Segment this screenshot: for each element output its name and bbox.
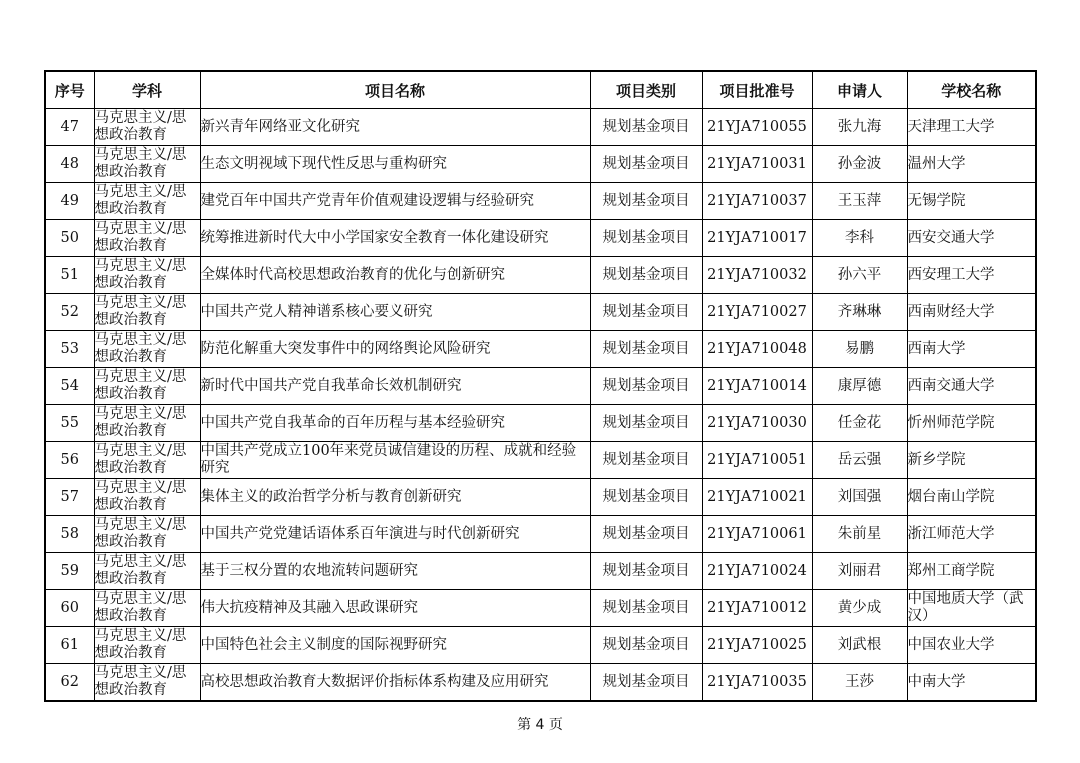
cell-school: 西南财经大学 bbox=[907, 294, 1036, 331]
cell-approval-number: 21YJA710024 bbox=[702, 553, 812, 590]
table-row bbox=[45, 442, 1036, 479]
cell-applicant: 康厚德 bbox=[812, 368, 907, 405]
cell-approval-number: 21YJA710021 bbox=[702, 479, 812, 516]
cell-project-type: 规划基金项目 bbox=[590, 220, 702, 257]
header-no: 序号 bbox=[45, 71, 94, 109]
cell-project-name: 中国共产党人精神谱系核心要义研究 bbox=[200, 294, 590, 331]
cell-subject: 马克思主义/思想政治教育 bbox=[94, 627, 200, 664]
cell-approval-number: 21YJA710017 bbox=[702, 220, 812, 257]
cell-project-type: 规划基金项目 bbox=[590, 590, 702, 627]
cell-no: 62 bbox=[45, 664, 94, 702]
cell-applicant: 孙金波 bbox=[812, 146, 907, 183]
cell-project-name: 建党百年中国共产党青年价值观建设逻辑与经验研究 bbox=[200, 183, 590, 220]
cell-project-type: 规划基金项目 bbox=[590, 331, 702, 368]
cell-subject: 马克思主义/思想政治教育 bbox=[94, 331, 200, 368]
table-row bbox=[45, 516, 1036, 553]
cell-subject: 马克思主义/思想政治教育 bbox=[94, 590, 200, 627]
cell-no: 60 bbox=[45, 590, 94, 627]
cell-approval-number: 21YJA710012 bbox=[702, 590, 812, 627]
header-subject: 学科 bbox=[94, 71, 200, 109]
cell-project-type: 规划基金项目 bbox=[590, 442, 702, 479]
cell-subject: 马克思主义/思想政治教育 bbox=[94, 294, 200, 331]
cell-subject: 马克思主义/思想政治教育 bbox=[94, 146, 200, 183]
cell-project-type: 规划基金项目 bbox=[590, 183, 702, 220]
header-project-type: 项目类别 bbox=[590, 71, 702, 109]
cell-project-type: 规划基金项目 bbox=[590, 294, 702, 331]
cell-subject: 马克思主义/思想政治教育 bbox=[94, 479, 200, 516]
cell-applicant: 易鹏 bbox=[812, 331, 907, 368]
cell-no: 50 bbox=[45, 220, 94, 257]
cell-approval-number: 21YJA710031 bbox=[702, 146, 812, 183]
table-row bbox=[45, 294, 1036, 331]
header-school: 学校名称 bbox=[907, 71, 1036, 109]
cell-applicant: 任金花 bbox=[812, 405, 907, 442]
cell-approval-number: 21YJA710030 bbox=[702, 405, 812, 442]
cell-subject: 马克思主义/思想政治教育 bbox=[94, 405, 200, 442]
cell-applicant: 刘丽君 bbox=[812, 553, 907, 590]
cell-school: 西南大学 bbox=[907, 331, 1036, 368]
cell-no: 58 bbox=[45, 516, 94, 553]
cell-applicant: 刘武根 bbox=[812, 627, 907, 664]
cell-school: 中国地质大学（武汉） bbox=[907, 590, 1036, 627]
table-row bbox=[45, 331, 1036, 368]
cell-no: 51 bbox=[45, 257, 94, 294]
cell-project-name: 防范化解重大突发事件中的网络舆论风险研究 bbox=[200, 331, 590, 368]
cell-no: 59 bbox=[45, 553, 94, 590]
cell-applicant: 王玉萍 bbox=[812, 183, 907, 220]
cell-approval-number: 21YJA710032 bbox=[702, 257, 812, 294]
cell-school: 天津理工大学 bbox=[907, 109, 1036, 146]
cell-subject: 马克思主义/思想政治教育 bbox=[94, 553, 200, 590]
cell-project-name: 伟大抗疫精神及其融入思政课研究 bbox=[200, 590, 590, 627]
cell-subject: 马克思主义/思想政治教育 bbox=[94, 220, 200, 257]
cell-approval-number: 21YJA710027 bbox=[702, 294, 812, 331]
cell-applicant: 岳云强 bbox=[812, 442, 907, 479]
table-row bbox=[45, 590, 1036, 627]
cell-applicant: 朱前星 bbox=[812, 516, 907, 553]
cell-no: 57 bbox=[45, 479, 94, 516]
cell-project-name: 新兴青年网络亚文化研究 bbox=[200, 109, 590, 146]
cell-school: 西安理工大学 bbox=[907, 257, 1036, 294]
header-applicant: 申请人 bbox=[812, 71, 907, 109]
cell-school: 中南大学 bbox=[907, 664, 1036, 702]
cell-project-type: 规划基金项目 bbox=[590, 516, 702, 553]
cell-subject: 马克思主义/思想政治教育 bbox=[94, 442, 200, 479]
cell-project-type: 规划基金项目 bbox=[590, 146, 702, 183]
cell-project-type: 规划基金项目 bbox=[590, 109, 702, 146]
cell-subject: 马克思主义/思想政治教育 bbox=[94, 516, 200, 553]
cell-subject: 马克思主义/思想政治教育 bbox=[94, 257, 200, 294]
cell-project-type: 规划基金项目 bbox=[590, 368, 702, 405]
cell-applicant: 齐琳琳 bbox=[812, 294, 907, 331]
table-row bbox=[45, 220, 1036, 257]
cell-applicant: 黄少成 bbox=[812, 590, 907, 627]
page-number: 第 4 页 bbox=[517, 717, 563, 733]
table-row bbox=[45, 479, 1036, 516]
header-approval-number: 项目批准号 bbox=[702, 71, 812, 109]
cell-no: 55 bbox=[45, 405, 94, 442]
cell-subject: 马克思主义/思想政治教育 bbox=[94, 664, 200, 702]
cell-applicant: 刘国强 bbox=[812, 479, 907, 516]
cell-project-name: 集体主义的政治哲学分析与教育创新研究 bbox=[200, 479, 590, 516]
cell-no: 47 bbox=[45, 109, 94, 146]
table-header-row bbox=[45, 71, 1036, 109]
cell-school: 烟台南山学院 bbox=[907, 479, 1036, 516]
cell-project-type: 规划基金项目 bbox=[590, 257, 702, 294]
cell-project-type: 规划基金项目 bbox=[590, 405, 702, 442]
cell-subject: 马克思主义/思想政治教育 bbox=[94, 109, 200, 146]
cell-subject: 马克思主义/思想政治教育 bbox=[94, 183, 200, 220]
cell-project-type: 规划基金项目 bbox=[590, 664, 702, 702]
cell-school: 温州大学 bbox=[907, 146, 1036, 183]
table-row bbox=[45, 257, 1036, 294]
project-table bbox=[44, 70, 1037, 702]
cell-project-name: 生态文明视域下现代性反思与重构研究 bbox=[200, 146, 590, 183]
cell-approval-number: 21YJA710014 bbox=[702, 368, 812, 405]
table-row bbox=[45, 664, 1036, 702]
table-row bbox=[45, 627, 1036, 664]
cell-project-name: 中国共产党自我革命的百年历程与基本经验研究 bbox=[200, 405, 590, 442]
table-row bbox=[45, 368, 1036, 405]
table-row bbox=[45, 109, 1036, 146]
cell-project-name: 全媒体时代高校思想政治教育的优化与创新研究 bbox=[200, 257, 590, 294]
cell-no: 52 bbox=[45, 294, 94, 331]
cell-no: 54 bbox=[45, 368, 94, 405]
cell-approval-number: 21YJA710055 bbox=[702, 109, 812, 146]
cell-approval-number: 21YJA710037 bbox=[702, 183, 812, 220]
table-body bbox=[45, 109, 1036, 702]
cell-applicant: 张九海 bbox=[812, 109, 907, 146]
cell-approval-number: 21YJA710025 bbox=[702, 627, 812, 664]
cell-applicant: 李科 bbox=[812, 220, 907, 257]
cell-approval-number: 21YJA710051 bbox=[702, 442, 812, 479]
cell-project-name: 基于三权分置的农地流转问题研究 bbox=[200, 553, 590, 590]
cell-school: 忻州师范学院 bbox=[907, 405, 1036, 442]
table-row bbox=[45, 553, 1036, 590]
cell-project-type: 规划基金项目 bbox=[590, 553, 702, 590]
cell-school: 西安交通大学 bbox=[907, 220, 1036, 257]
cell-no: 48 bbox=[45, 146, 94, 183]
cell-project-name: 中国共产党成立100年来党员诚信建设的历程、成就和经验研究 bbox=[200, 442, 590, 479]
cell-project-name: 新时代中国共产党自我革命长效机制研究 bbox=[200, 368, 590, 405]
cell-school: 中国农业大学 bbox=[907, 627, 1036, 664]
cell-school: 西南交通大学 bbox=[907, 368, 1036, 405]
cell-applicant: 孙六平 bbox=[812, 257, 907, 294]
table-row bbox=[45, 146, 1036, 183]
cell-project-type: 规划基金项目 bbox=[590, 627, 702, 664]
cell-school: 郑州工商学院 bbox=[907, 553, 1036, 590]
cell-school: 新乡学院 bbox=[907, 442, 1036, 479]
cell-no: 56 bbox=[45, 442, 94, 479]
cell-project-type: 规划基金项目 bbox=[590, 479, 702, 516]
cell-approval-number: 21YJA710061 bbox=[702, 516, 812, 553]
cell-no: 61 bbox=[45, 627, 94, 664]
cell-subject: 马克思主义/思想政治教育 bbox=[94, 368, 200, 405]
cell-approval-number: 21YJA710048 bbox=[702, 331, 812, 368]
cell-project-name: 中国共产党党建话语体系百年演进与时代创新研究 bbox=[200, 516, 590, 553]
table-row bbox=[45, 405, 1036, 442]
cell-applicant: 王莎 bbox=[812, 664, 907, 702]
cell-school: 浙江师范大学 bbox=[907, 516, 1036, 553]
cell-project-name: 中国特色社会主义制度的国际视野研究 bbox=[200, 627, 590, 664]
cell-no: 49 bbox=[45, 183, 94, 220]
cell-project-name: 高校思想政治教育大数据评价指标体系构建及应用研究 bbox=[200, 664, 590, 702]
table-row bbox=[45, 183, 1036, 220]
cell-no: 53 bbox=[45, 331, 94, 368]
cell-school: 无锡学院 bbox=[907, 183, 1036, 220]
cell-approval-number: 21YJA710035 bbox=[702, 664, 812, 702]
cell-project-name: 统筹推进新时代大中小学国家安全教育一体化建设研究 bbox=[200, 220, 590, 257]
header-project-name: 项目名称 bbox=[200, 71, 590, 109]
